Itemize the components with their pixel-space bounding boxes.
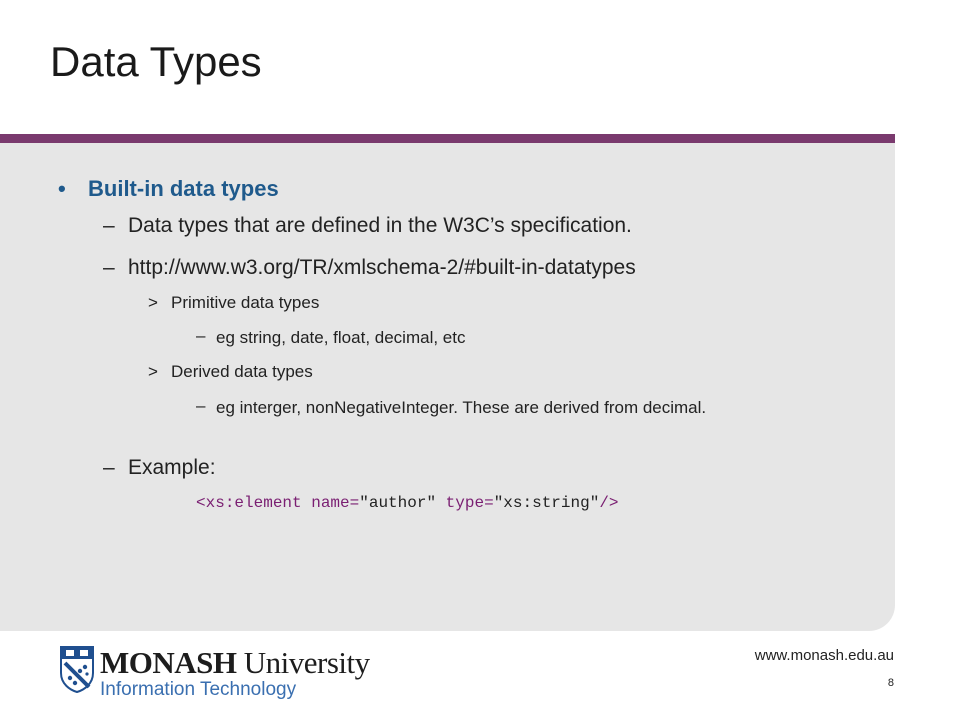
sub-item-label: Primitive data types (171, 293, 320, 312)
dash-marker: – (196, 396, 206, 415)
code-equals: = (349, 494, 360, 512)
arrow-marker: > (148, 362, 158, 381)
logo-brand: MONASH (100, 645, 237, 680)
code-tag-name: xs:element (205, 494, 302, 512)
code-type-value: "xs:string" (493, 494, 600, 512)
code-example (196, 494, 619, 512)
code-equals: = (484, 494, 494, 512)
code-close-bracket: /> (599, 494, 619, 512)
logo-university: University (236, 645, 370, 680)
dash-marker: – (103, 456, 115, 479)
detail-text: eg string, date, float, decimal, etc (216, 328, 466, 347)
detail-text: eg interger, nonNegativeInteger. These are derived from decimal. (216, 398, 707, 417)
logo-faculty: Information Technology (100, 679, 297, 700)
dash-marker: – (103, 256, 115, 279)
spec-url-text: http://www.w3.org/TR/xmlschema-2/#built-in-datatypes (128, 256, 636, 279)
arrow-marker: > (148, 293, 158, 312)
bullet-marker: • (58, 176, 66, 201)
list-item-text: Data types that are defined in the W3C’s specification. (128, 214, 632, 237)
dash-marker: – (103, 214, 115, 237)
sub-item-label: Derived data types (171, 362, 313, 381)
slide-title: Data Types (50, 38, 262, 85)
dash-marker: – (196, 326, 206, 345)
bullet-heading: Built-in data types (88, 176, 279, 201)
code-attr-value: "author" (359, 494, 437, 512)
code-open-bracket: < (196, 494, 206, 512)
code-attr-name: name (301, 494, 350, 512)
header-accent-bar (0, 134, 895, 143)
monash-crest-icon (60, 645, 94, 693)
example-label: Example: (128, 456, 216, 479)
logo-wordmark (100, 645, 370, 681)
page-number: 8 (887, 677, 894, 689)
code-attr-type: type (436, 494, 485, 512)
website-url: www.monash.edu.au (754, 647, 894, 664)
